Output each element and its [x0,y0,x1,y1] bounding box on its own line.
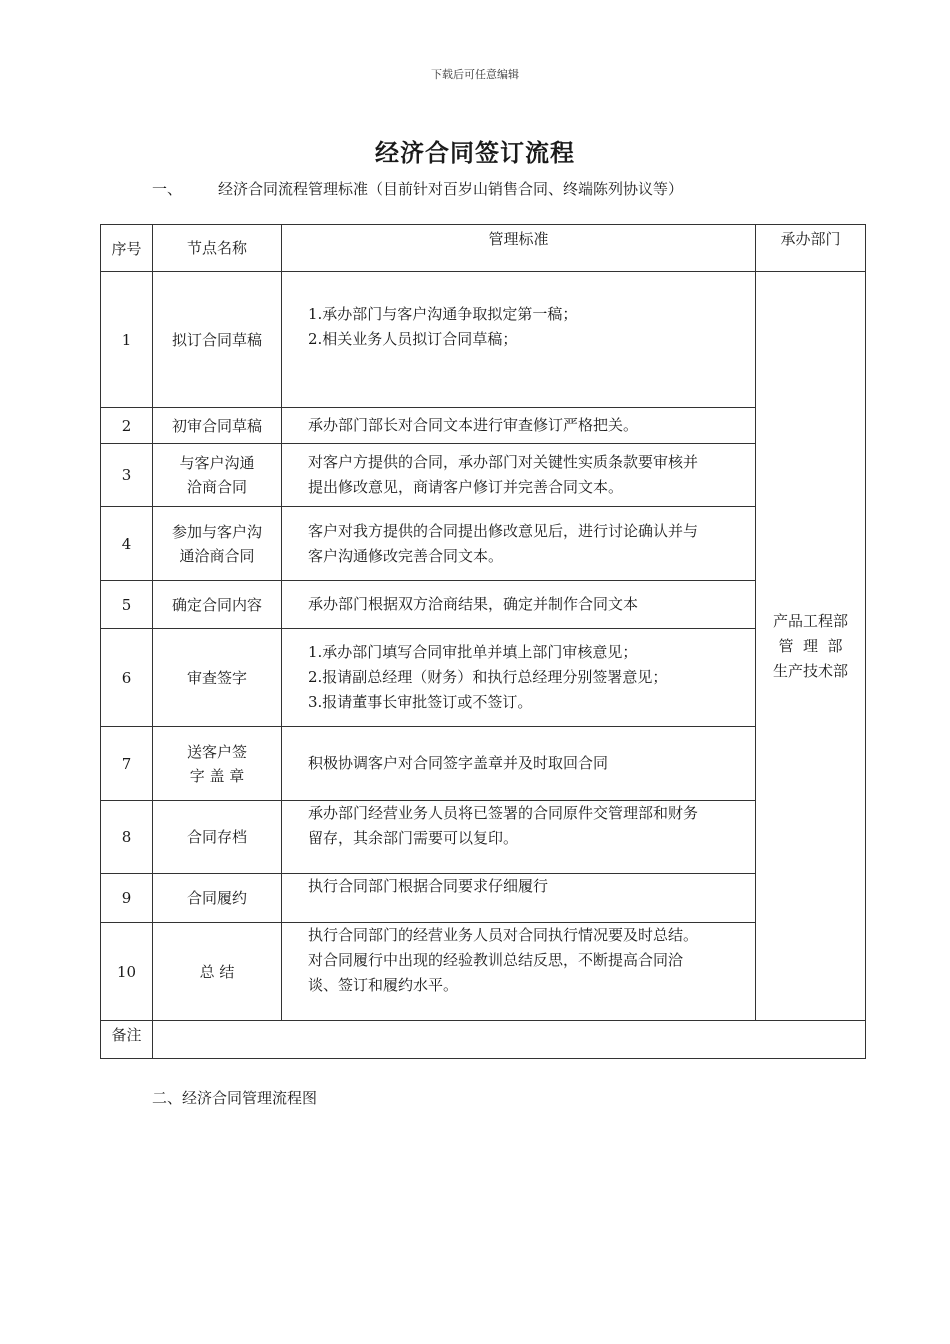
row-standard [282,444,756,507]
row-standard [282,507,756,581]
standard-line: 1.承办部门与客户沟通争取拟定第一稿； [308,305,578,323]
standard-line: 3.报请董事长审批签订或不签订。 [308,693,533,711]
header-num: 序号 [101,225,153,272]
node-line: 字 盖 章 [189,766,245,785]
table-row [101,507,866,581]
node-line: 审查签字 [186,668,247,687]
note-label: 备注 [101,1021,153,1059]
header-node: 节点名称 [153,225,282,272]
row-num: 6 [101,629,153,727]
management-standard-table [100,224,866,1059]
row-num: 10 [101,923,153,1021]
standard-line: 谈、签订和履约水平。 [308,976,459,994]
header-note: 下载后可任意编辑 [431,68,519,81]
responsible-department [756,272,866,1021]
standard-line: 执行合同部门的经营业务人员对合同执行情况要及时总结。 [308,926,699,944]
row-num: 9 [101,874,153,923]
section-2-heading: 二、经济合同管理流程图 [152,1089,318,1107]
header-standard: 管理标准 [282,225,756,272]
standard-line: 承办部门部长对合同文本进行审查修订严格把关。 [308,416,639,434]
dept-line: 生产技术部 [772,661,848,680]
standard-line: 承办部门根据双方洽商结果，确定并制作合同文本 [308,595,639,613]
node-line: 拟订合同草稿 [171,330,262,349]
row-standard [282,408,756,444]
standard-line: 执行合同部门根据合同要求仔细履行 [308,877,549,895]
row-node [153,923,282,1021]
node-line: 合同存档 [186,828,247,846]
row-node [153,272,282,408]
node-line: 与客户沟通 [179,454,255,472]
note-row [101,1021,866,1059]
row-standard [282,272,756,408]
node-line: 洽商合同 [186,478,247,496]
standard-line: 客户对我方提供的合同提出修改意见后，进行讨论确认并与 [308,521,699,540]
node-line: 确定合同内容 [171,595,262,614]
standard-line: 承办部门经营业务人员将已签署的合同原件交管理部和财务 [308,804,699,822]
row-standard [282,923,756,1021]
row-node [153,444,282,507]
node-line: 通洽商合同 [179,546,255,565]
row-standard [282,801,756,874]
standard-line: 2.报请副总经理（财务）和执行总经理分别签署意见； [308,668,668,686]
header-dept: 承办部门 [756,225,866,272]
row-num: 5 [101,581,153,629]
note-value [153,1021,866,1059]
row-standard [282,629,756,727]
node-line: 初审合同草稿 [171,416,262,435]
row-num: 8 [101,801,153,874]
row-standard [282,727,756,801]
row-node [153,874,282,923]
node-line: 总 结 [199,962,235,981]
node-line: 送客户签 [186,742,247,761]
table-row [101,444,866,507]
table-row [101,272,866,408]
row-num: 3 [101,444,153,507]
section-1-heading: 经济合同流程管理标准（目前针对百岁山销售合同、终端陈列协议等） [218,180,684,198]
row-node [153,581,282,629]
standard-line: 留存，其余部门需要可以复印。 [308,829,519,847]
section-1-number: 一、 [152,180,183,198]
table-row [101,581,866,629]
row-node [153,801,282,874]
row-num: 7 [101,727,153,801]
row-node [153,629,282,727]
dept-line: 产品工程部 [772,611,848,630]
standard-line: 对客户方提供的合同，承办部门对关键性实质条款要审核并 [308,453,699,471]
row-num: 4 [101,507,153,581]
standard-line: 提出修改意见，商请客户修订并完善合同文本。 [308,478,624,496]
table-header-row [101,225,866,272]
row-standard [282,874,756,923]
row-node [153,727,282,801]
row-num: 2 [101,408,153,444]
document-title: 经济合同签订流程 [375,138,575,167]
standard-line: 1.承办部门填写合同审批单并填上部门审核意见； [308,643,638,661]
standard-line: 2.相关业务人员拟订合同草稿； [308,330,518,348]
standard-line: 客户沟通修改完善合同文本。 [308,546,504,565]
table-row [101,408,866,444]
dept-line: 管 理 部 [778,636,843,655]
row-num: 1 [101,272,153,408]
standard-line: 积极协调客户对合同签字盖章并及时取回合同 [308,754,609,772]
row-node [153,408,282,444]
row-node [153,507,282,581]
table-row [101,801,866,874]
node-line: 合同履约 [186,889,247,907]
table-row [101,874,866,923]
table-row [101,727,866,801]
table-row [101,629,866,727]
standard-line: 对合同履行中出现的经验教训总结反思，不断提高合同洽 [308,951,684,969]
node-line: 参加与客户沟 [171,522,262,541]
row-standard [282,581,756,629]
table-row [101,923,866,1021]
